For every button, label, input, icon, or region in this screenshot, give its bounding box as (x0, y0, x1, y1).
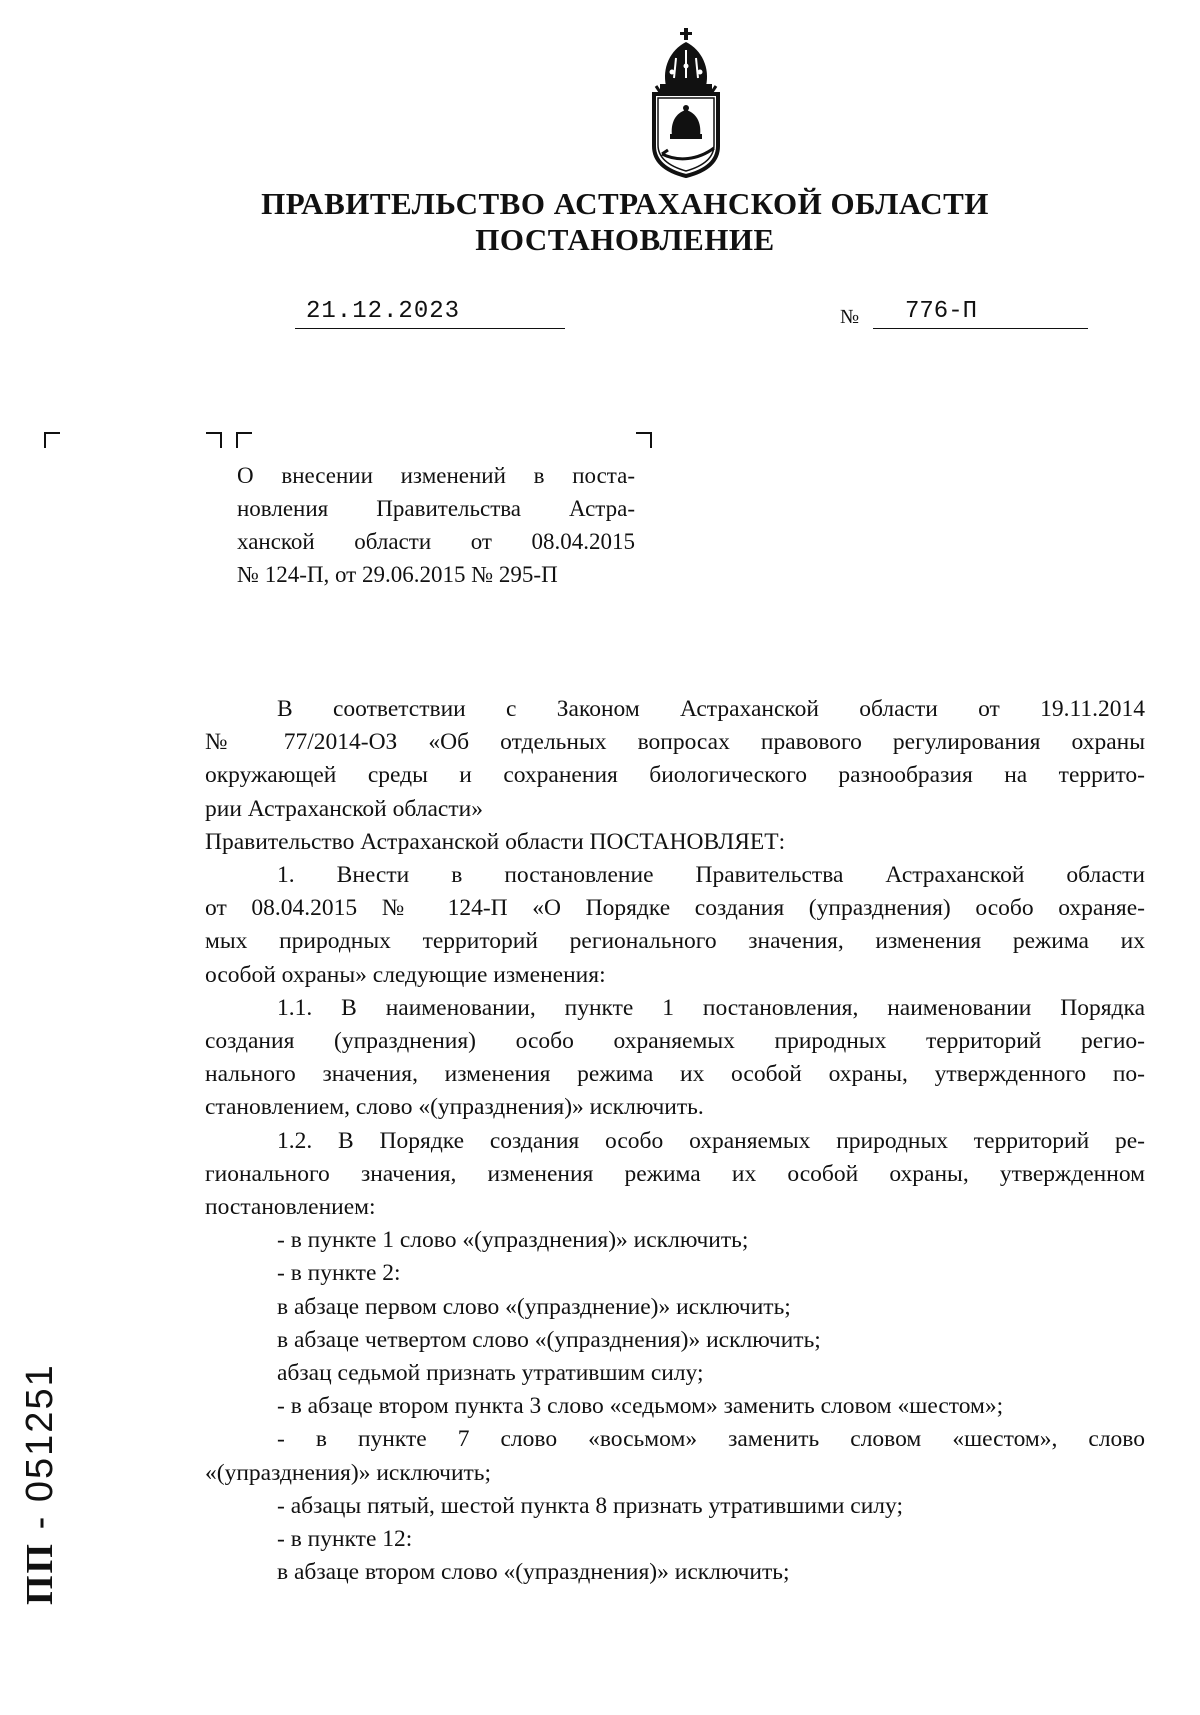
document-date: 21.12.2023 (306, 298, 461, 325)
document-type-title: ПОСТАНОВЛЕНИЕ (475, 222, 775, 257)
stamp-number: 051251 (19, 1363, 61, 1503)
body-line: - абзацы пятый, шестой пункта 8 признать утратившими силу; (277, 1492, 903, 1519)
date-underline (295, 328, 565, 329)
body-line: гионального значения, изменения режима их особой охраны, утвержденном (205, 1160, 1145, 1187)
body-line: Правительство Астраханской области ПОСТАНОВЛЯЕТ: (205, 828, 786, 855)
stamp-series: ПП (19, 1541, 61, 1605)
body-line: в абзаце четвертом слово «(упразднения)» исключить; (277, 1326, 821, 1353)
body-line: создания (упразднения) особо охраняемых природных территорий регио- (205, 1028, 1145, 1055)
subject-line: № 124-П, от 29.06.2015 № 295-П (237, 562, 558, 587)
astrakhan-coat-of-arms-icon (648, 28, 724, 178)
body-line: в абзаце втором слово «(упразднения)» исключить; (277, 1559, 790, 1586)
body-line: мых природных территорий регионального значения, изменения режима их (205, 928, 1145, 955)
body-line: - в пункте 2: (277, 1260, 401, 1287)
number-sign: № (840, 306, 860, 328)
subject-line: новления Правительства Астра- (237, 496, 635, 521)
body-line: 1.1. В наименовании, пункте 1 постановления, наименовании Порядка (277, 994, 1145, 1021)
subject-line: ханской области от 08.04.2015 (237, 529, 635, 554)
body-line: окружающей среды и сохранения биологического разнообразия на террито- (205, 762, 1145, 789)
body-line: становлением, слово «(упразднения)» исключить. (205, 1094, 704, 1121)
form-serial-stamp (18, 1363, 62, 1605)
body-line: постановлением: (205, 1194, 376, 1221)
number-underline (873, 328, 1088, 329)
body-line: в абзаце первом слово «(упразднение)» исключить; (277, 1293, 791, 1320)
stamp-separator: - (19, 1514, 61, 1530)
organization-title: ПРАВИТЕЛЬСТВО АСТРАХАНСКОЙ ОБЛАСТИ (261, 186, 989, 221)
document-number: 776-П (905, 298, 978, 325)
corner-mark-subject-right-of-left (206, 432, 222, 448)
body-line: 1. Внести в постановление Правительства Астраханской области (277, 862, 1145, 889)
body-line: № 77/2014-ОЗ «Об отдельных вопросах правового регулирования охраны (205, 729, 1145, 756)
corner-mark-left (44, 432, 60, 448)
document-body (205, 693, 1145, 1589)
subject-line: О внесении изменений в поста- (237, 463, 635, 488)
body-line: - в пункте 1 слово «(упразднения)» исключить; (277, 1227, 749, 1254)
body-line: - в пункте 7 слово «восьмом» заменить словом «шестом», слово (277, 1426, 1145, 1453)
body-line: особой охраны» следующие изменения: (205, 961, 606, 988)
body-line: «(упразднения)» исключить; (205, 1459, 492, 1486)
body-line: В соответствии с Законом Астраханской области от 19.11.2014 (277, 696, 1145, 722)
body-line: абзац седьмой признать утратившим силу; (277, 1360, 704, 1387)
body-line: - в пункте 12: (277, 1526, 413, 1553)
corner-mark-subject-left (236, 432, 252, 448)
body-line: от 08.04.2015 № 124-П «О Порядке создания (упразднения) особо охраняе- (205, 895, 1145, 922)
body-line: 1.2. В Порядке создания особо охраняемых природных территорий ре- (277, 1127, 1145, 1154)
body-line: нального значения, изменения режима их особой охраны, утвержденного по- (205, 1061, 1145, 1088)
corner-mark-subject-right (636, 432, 652, 448)
body-line: рии Астраханской области» (205, 795, 483, 822)
document-subject (237, 459, 635, 591)
body-line: - в абзаце втором пункта 3 слово «седьмом» заменить словом «шестом»; (277, 1393, 1004, 1420)
